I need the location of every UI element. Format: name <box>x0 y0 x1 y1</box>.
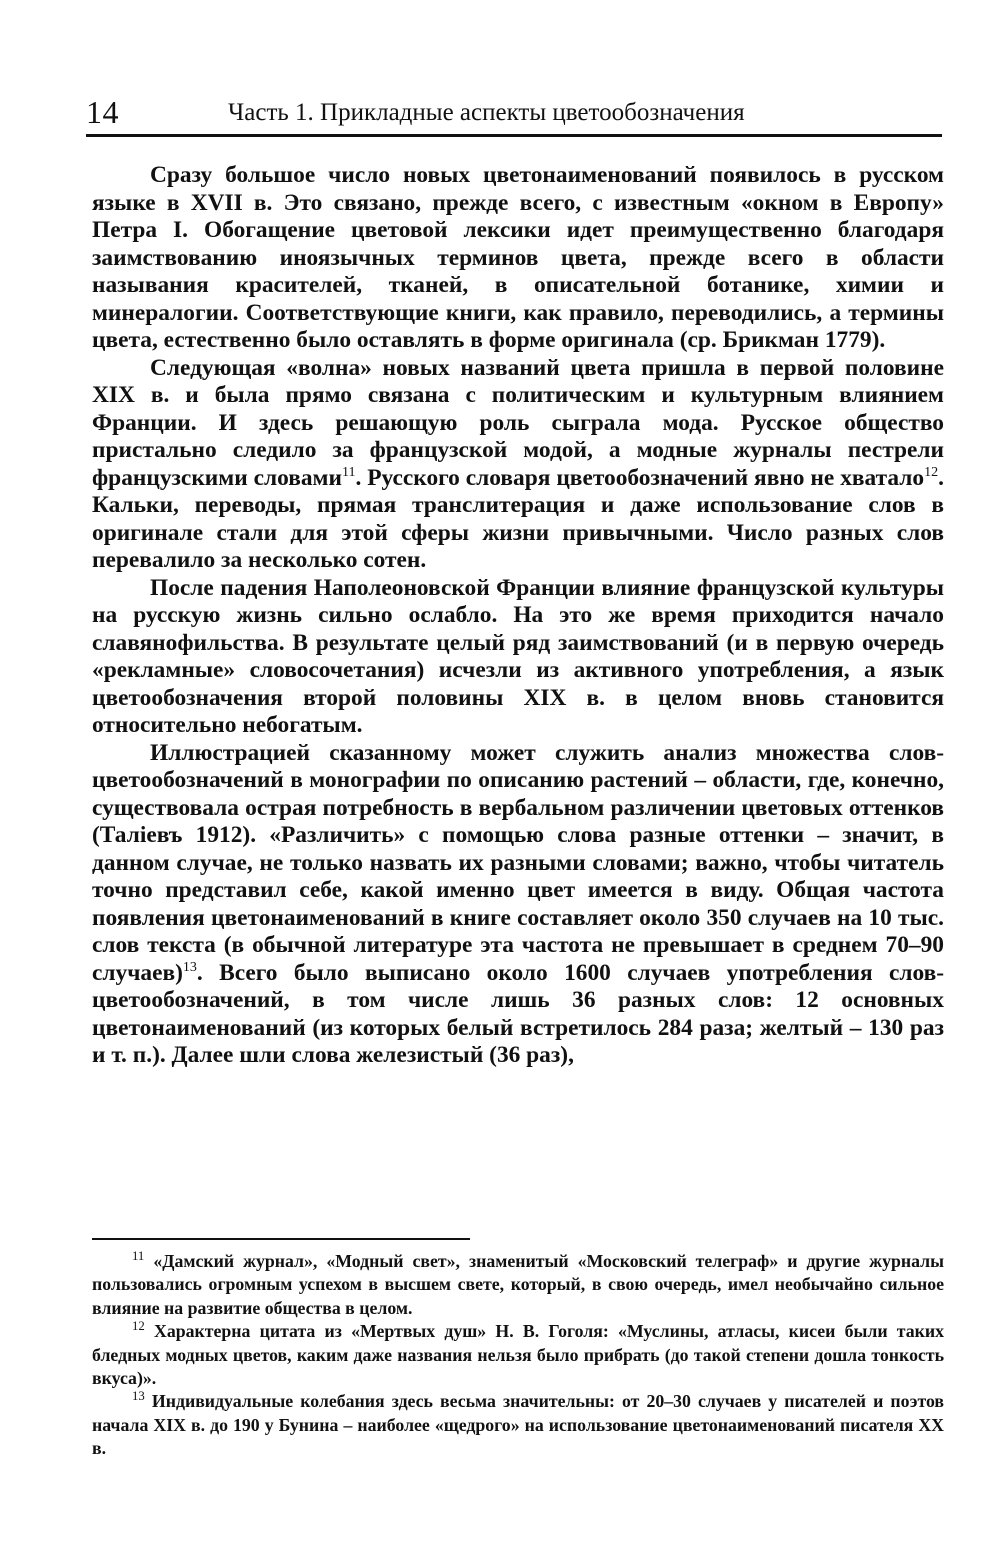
running-title: Часть 1. Прикладные аспекты цветообозначения <box>228 99 745 126</box>
footnote-12 <box>92 1320 944 1390</box>
paragraph-1: Сразу большое число новых цветонаименований появилось в русском языке в XVII в. Это связано, прежде всего, с известным «окном в Европу» Петра I. Обогащение цветовой лексики идет преимущественно благодаря заимствованию иноязычных терминов цвета, прежде всего в области называния красителей, тканей, в описательной ботанике, химии и минералогии. Соответствующие книги, как правило, переводились, а термины цвета, естественно было оставлять в форме оригинала (ср. Брикман 1779). <box>92 162 944 353</box>
footnote-number: 12 <box>132 1319 145 1334</box>
footnote-ref-11[interactable]: 11 <box>341 463 356 480</box>
paragraph-4-text-b: . Всего было выписано около 1600 случаев употребления слов-цветообозначений, в том числе лишь 36 разных слов: 12 основных цветонаименований (из которых белый встретилось 284 раза; желтый – 130 раз и т. п.). Далее шли слова железистый (36 раз), <box>92 959 944 1068</box>
footnote-13 <box>92 1390 944 1460</box>
paragraph-2 <box>92 355 944 575</box>
header-rule <box>86 134 942 137</box>
paragraph-4 <box>92 740 944 1070</box>
footnote-11 <box>92 1250 944 1320</box>
footnote-text: «Дамский журнал», «Модный свет», знаменитый «Московский телеграф» и другие журналы пользовались огромным успехом в высшем свете, который, в свою очередь, имел необычайно сильное влияние на развитие общества в целом. <box>92 1251 945 1318</box>
paragraph-4-text-a: Иллюстрацией сказанному может служить анализ множества слов-цветообозначений в монографии по описанию растений – области, где, конечно, существовала острая потребность в вербальном различении цветовых оттенков (Таліевъ 1912). «Различить» с помощью слова разные оттенки – значит, в данном случае, не только назвать их разными словами; важно, чтобы читатель точно представил себе, какой именно цвет имеется в виду. Общая частота появления цветонаименований в книге составляет около 350 случаев на 10 тыс. слов текста (в обычной литературе эта частота не превышает в среднем 70–90 случаев) <box>92 739 944 986</box>
footnote-text: Индивидуальные колебания здесь весьма значительны: от 20–30 случаев у писателей и поэтов начала XIX в. до 190 у Бунина – наиболее «щедрого» на использование цветонаименований писателя XX в. <box>92 1391 944 1459</box>
paragraph-2-text-b: . Русского словаря цветообозначений явно не хватало <box>355 464 925 491</box>
footnote-number: 11 <box>132 1249 145 1264</box>
page-number: 14 <box>86 94 119 130</box>
footnote-text: Характерна цитата из «Мертвых душ» Н. В. Гоголя: «Муслины, атласы, кисеи были таких бледных модных цветов, каким даже названия нельзя было прибрать (до такой степени дошла тонкость вкуса)». <box>92 1321 944 1389</box>
footnote-ref-13[interactable]: 13 <box>182 958 197 975</box>
footnote-rule <box>92 1238 470 1240</box>
paragraph-2-text-c: . Кальки, переводы, прямая транслитерация и даже использование слов в оригинале стали для этой сферы жизни привычными. Число разных слов перевалило за несколько сотен. <box>92 464 944 573</box>
main-text <box>92 162 944 1070</box>
paragraph-2-text-a: Следующая «волна» новых названий цвета пришла в первой половине XIX в. и была прямо связана с политическим и культурным влиянием Франции. И здесь решающую роль сыграла мода. Русское общество пристально следило за французской модой, а модные журналы пестрели французскими словами <box>92 354 944 491</box>
footnote-number: 13 <box>132 1389 145 1404</box>
footnotes <box>92 1250 944 1461</box>
footnote-ref-12[interactable]: 12 <box>924 463 939 480</box>
paragraph-3: После падения Наполеоновской Франции влияние французской культуры на русскую жизнь сильно ослабло. На это же время приходится начало славянофильства. В результате целый ряд заимствований (и в первую очередь «рекламные» словосочетания) исчезли из активного употребления, а язык цветообозначения второй половины XIX в. в целом вновь становится относительно небогатым. <box>92 574 944 738</box>
